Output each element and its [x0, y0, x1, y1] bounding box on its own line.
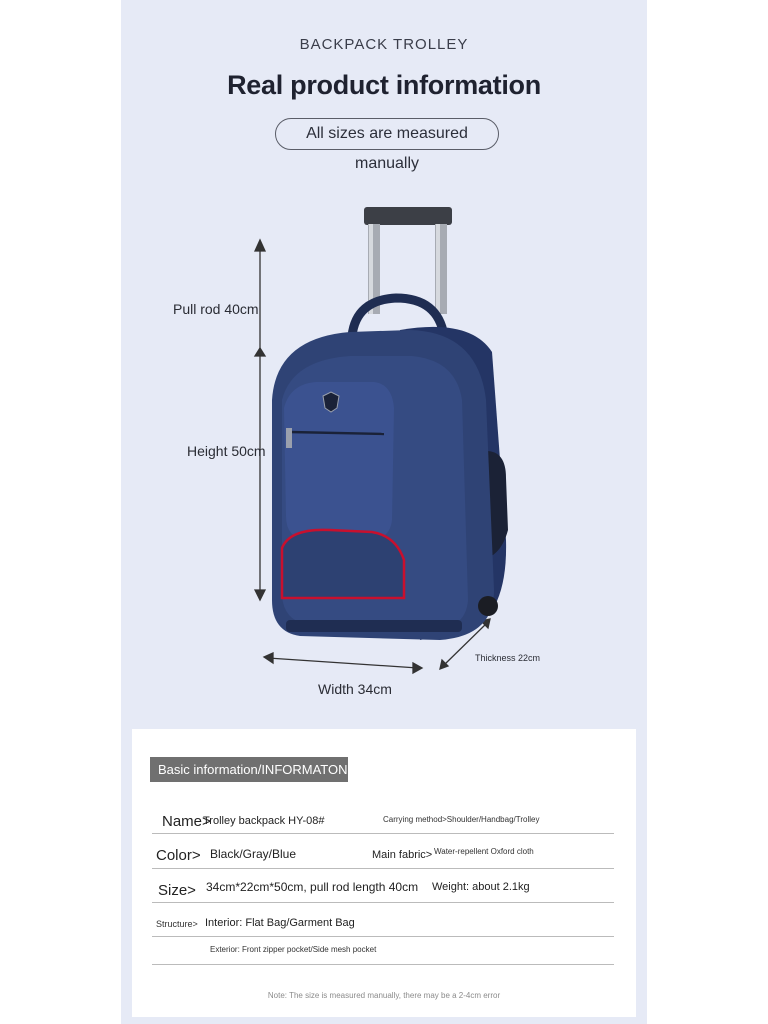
width-dimension-arrow [264, 653, 422, 673]
page-title: Real product information [227, 70, 541, 100]
lower-red-trim-pocket [282, 530, 404, 598]
row-divider [152, 902, 614, 903]
size-label: Size> [158, 882, 196, 899]
info-heading: Basic information/INFORMATON [150, 757, 348, 782]
upper-front-pocket [284, 382, 394, 542]
exterior-value: Exterior: Front zipper pocket/Side mesh pocket [210, 945, 377, 954]
name-value: Trolley backpack HY-08# [203, 815, 325, 827]
measured-manually-pill: All sizes are measured manually [275, 118, 499, 150]
height-label: Height 50cm [187, 443, 266, 459]
size-value: 34cm*22cm*50cm, pull rod length 40cm [206, 880, 419, 894]
bag-base [286, 620, 462, 632]
row-divider [152, 868, 614, 869]
row-divider [152, 936, 614, 937]
color-value: Black/Gray/Blue [210, 847, 297, 861]
row-divider [152, 964, 614, 965]
fabric-label: Main fabric> [372, 849, 433, 861]
interior-value: Interior: Flat Bag/Garment Bag [205, 917, 355, 929]
row-divider [152, 833, 614, 834]
height-dimension-arrow [255, 240, 265, 600]
weight-value: Weight: about 2.1kg [432, 881, 530, 893]
size-note: Note: The size is measured manually, there may be a 2-4cm error [267, 991, 501, 1000]
wheel-icon [478, 596, 498, 616]
structure-label: Structure> [156, 919, 198, 929]
width-label: Width 34cm [318, 681, 392, 697]
fabric-value: Water-repellent Oxford cloth [434, 847, 534, 856]
basic-info-card [132, 729, 636, 1017]
carry-method-value: Carrying method>Shoulder/Handbag/Trolley [383, 815, 540, 824]
zipper-pull [286, 428, 292, 448]
eyebrow-text: BACKPACK TROLLEY [299, 36, 469, 53]
thickness-label: Thickness 22cm [475, 653, 541, 663]
color-label: Color> [156, 847, 201, 864]
name-label: Name> [162, 813, 211, 830]
pull-rod-label: Pull rod 40cm [173, 301, 259, 317]
